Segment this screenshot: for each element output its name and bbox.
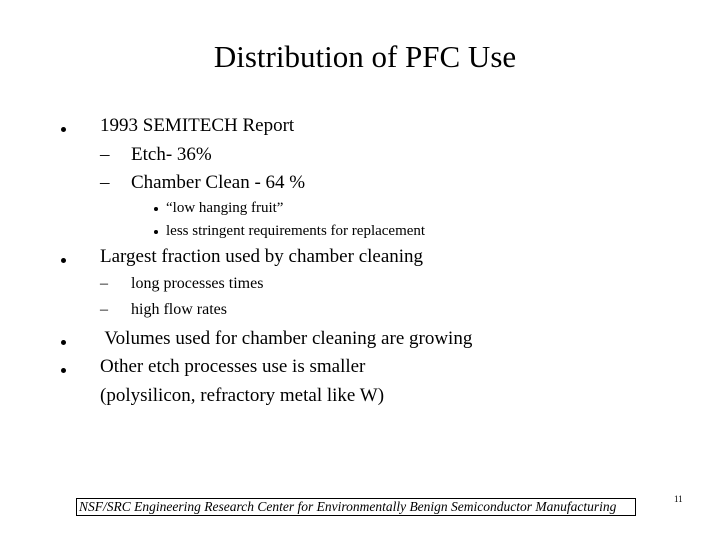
bullet-dot — [154, 207, 158, 211]
sub-sub-bullet-text: less stringent requirements for replacement — [166, 223, 426, 239]
slide-title: Distribution of PFC Use — [213, 39, 517, 74]
sub-sub-bullet-text: “low hanging fruit” — [166, 200, 284, 216]
bullet-dot — [61, 368, 66, 373]
bullet-dot — [154, 230, 158, 234]
dash-marker: – — [100, 275, 108, 292]
bullet-dot — [61, 258, 66, 263]
bullet-text: Largest fraction used by chamber cleaning — [100, 246, 424, 267]
sub-bullet-text: long processes times — [131, 275, 264, 292]
sub-bullet-text: Etch- 36% — [131, 144, 212, 165]
bullet-dot — [61, 127, 66, 132]
page-number: 11 — [674, 494, 683, 504]
sub-bullet-text: high flow rates — [131, 301, 227, 318]
dash-marker: – — [100, 144, 110, 165]
bullet-dot — [61, 340, 66, 345]
sub-bullet-text: Chamber Clean - 64 % — [131, 172, 306, 193]
bullet-text: Volumes used for chamber cleaning are growing — [100, 328, 473, 349]
bullet-continuation-text: (polysilicon, refractory metal like W) — [100, 385, 385, 406]
dash-marker: – — [100, 172, 110, 193]
footer-caption: NSF/SRC Engineering Research Center for Environmentally Benign Semiconductor Manufacturing — [76, 498, 636, 516]
bullet-text: Other etch processes use is smaller — [100, 356, 366, 377]
bullet-text: 1993 SEMITECH Report — [100, 115, 295, 136]
dash-marker: – — [100, 301, 108, 318]
